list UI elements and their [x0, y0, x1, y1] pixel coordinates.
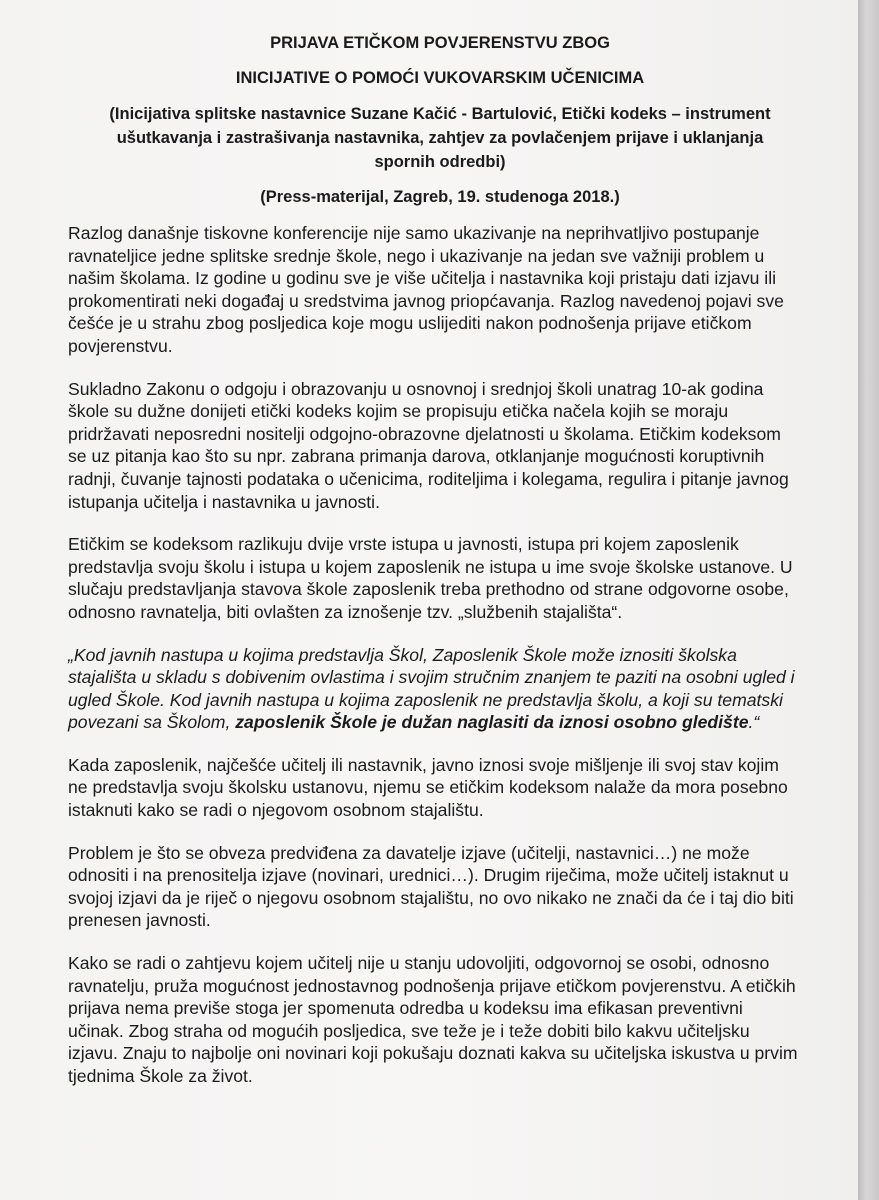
paragraph-7: Kako se radi o zahtjevu kojem učitelj nije u stanju udovoljiti, odgovornoj se osobi, odnosno ravnatelju, pruža mogućnost jednostavnog podnošenja prijave etičkom povjerenstvu. A etičkih prijava nema previše stoga jer spomenuta odredba u kodeksu ima efikasan preventivni učinak. Zbog straha od mogućih posljedica, sve teže je i teže dobiti bilo kakvu učiteljsku izjavu. Znaju to najbolje oni novinari koji pokušaju doznati kakva su učiteljska iskustva u prvim tjednima Škole za život. [68, 953, 798, 1086]
background-edge [858, 0, 879, 1200]
title-line-1: PRIJAVA ETIČKOM POVJERENSTVU ZBOG [270, 34, 610, 52]
title-line-2: INICIJATIVE O POMOĆI VUKOVARSKIM UČENICIMA [235, 69, 645, 87]
paragraph-5: Kada zaposlenik, najčešće učitelj ili nastavnik, javno iznosi svoje mišljenje ili svoj stav kojim ne predstavlja svoju školsku ustanovu, njemu se etičkim kodeksom nalaže da mora posebno istaknuti kako se radi o njegovom osobnom stajalištu. [68, 754, 788, 821]
document-body [68, 222, 798, 1108]
subtitle: (Inicijativa splitske nastavnice Suzane Kačić - Bartulović, Etički kodeks – instrument ušutkavanja i zastrašivanja nastavnika, zahtjev za povlačenjem prijave i uklanjanja spornih odredbi) [109, 105, 771, 171]
document-header [60, 34, 820, 207]
quote-end: .“ [748, 712, 760, 733]
paragraph-6: Problem je što se obveza predviđena za davatelje izjave (učitelji, nastavnici…) ne može odnositi i na prenositelja izjave (novinari, urednici…). Drugim riječima, može učitelj istaknut u svojoj izjavi da je riječ o njegovu osobnom stajalištu, no ovo nikako ne znači da će i taj dio biti prenesen javnosti. [68, 842, 794, 931]
quote-paragraph [68, 644, 798, 734]
paragraph-1: Razlog današnje tiskovne konferencije nije samo ukazivanje na neprihvatljivo postupanje ravnateljice jedne splitske srednje škole, nego i ukazivanje na jedan sve važniji problem u našim školama. Iz godine u godinu sve je više učitelja i nastavnika koji pristaju dati izjavu ili prokomentirati neki događaj u sredstvima javnog priopćavanja. Razlog navedenoj pojavi sve češće je u strahu zbog posljedica koje mogu uslijediti nakon podnošenja prijave etičkom povjerenstvu. [68, 223, 784, 356]
quote-text: „Kod javnih nastupa u kojima predstavlja Škol, Zaposlenik Škole može iznositi školska stajališta u skladu s dobivenim ovlastima i svojim stručnim znanjem te paziti na osobni ugled i ugled Škole. Kod javnih nastupa u kojima zaposlenik ne predstavlja školu, a koji su tematski povezani sa Školom, [68, 644, 795, 733]
quote-bold: zaposlenik Škole je dužan naglasiti da iznosi osobno gledište [235, 712, 749, 733]
paragraph-2: Sukladno Zakonu o odgoju i obrazovanju u osnovnoj i srednjoj školi unatrag 10-ak godina škole su dužne donijeti etički kodeks kojim se propisuju etička načela kojih se moraju pridržavati neposredni nositelji odgojno-obrazovne djelatnosti u školama. Etičkim kodeksom se uz pitanja kao što su npr. zabrana primanja darova, otklanjanje mogućnosti koruptivnih radnji, čuvanje tajnosti podataka o učenicima, roditeljima i kolegama, regulira i pitanje javnog istupanja učitelja i nastavnika u javnosti. [68, 378, 789, 512]
press-line: (Press-materijal, Zagreb, 19. studenoga 2018.) [260, 188, 620, 206]
paragraph-3: Etičkim se kodeksom razlikuju dvije vrste istupa u javnosti, istupa pri kojem zaposlenik predstavlja svoju školu i istupa u kojem zaposlenik ne istupa u ime svoje školske ustanove. U slučaju predstavljanja stavova škole zaposlenik treba prethodno od strane odgovorne osobe, odnosno ravnatelja, biti ovlašten za iznošenje tzv. „službenih stajališta“. [68, 534, 793, 622]
